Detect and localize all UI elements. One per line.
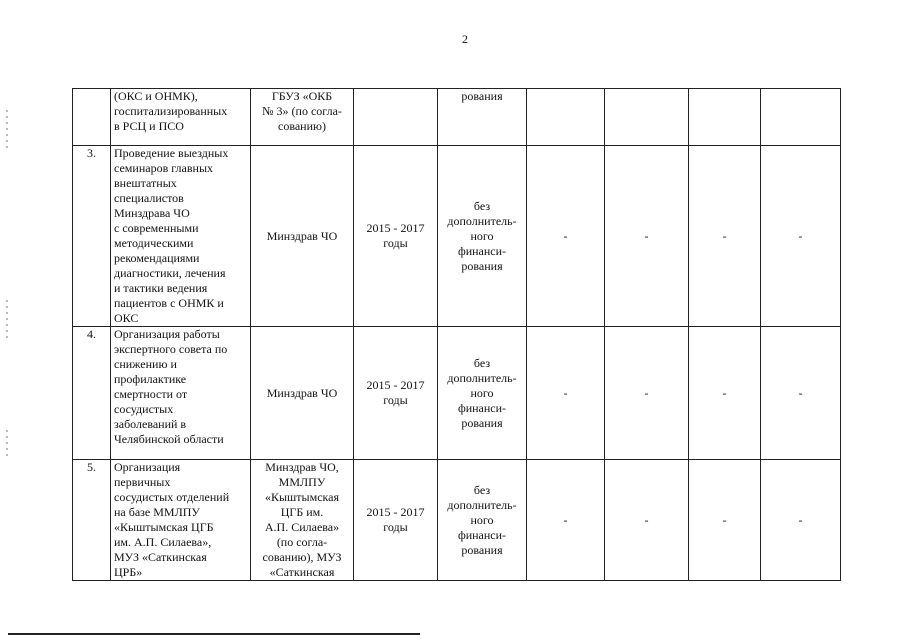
value-cell-3: - <box>689 460 761 581</box>
responsible-text: ГБУЗ «ОКБ № 3» (по согла- сованию) <box>262 89 342 133</box>
value-cell-3: - <box>689 146 761 327</box>
term-text: 2015 - 2017 годы <box>366 505 425 534</box>
value-cell-4 <box>761 89 841 146</box>
row-number <box>73 89 111 146</box>
description-text: Организация работы экспертного совета по снижению и профилактике смертности от сосудистых заболеваний в Челябинской области <box>114 327 228 446</box>
value-cell-4: - <box>761 146 841 327</box>
value-cell-4: - <box>761 460 841 581</box>
description-text: Проведение выездных семинаров главных внештатных специалистов Минздрава ЧО с современными методическими рекомендациями диагностики, лечения и тактики ведения пациентов с ОНМК и ОКС <box>114 146 229 325</box>
table-row <box>73 327 841 460</box>
measure-description <box>111 89 251 146</box>
measure-description <box>111 460 251 581</box>
value-cell-2: - <box>605 327 689 460</box>
row-number: 3. <box>73 146 111 327</box>
table-row <box>73 146 841 327</box>
measures-table <box>72 88 841 581</box>
page-number: 2 <box>462 32 468 46</box>
value-cell-1 <box>527 89 605 146</box>
responsible-executor <box>251 89 354 146</box>
financing-source <box>438 327 527 460</box>
financing-source <box>438 460 527 581</box>
value-cell-2 <box>605 89 689 146</box>
value-cell-1: - <box>527 146 605 327</box>
scan-artifact <box>6 300 8 340</box>
implementation-term <box>354 460 438 581</box>
value-cell-3 <box>689 89 761 146</box>
description-text: (ОКС и ОНМК), госпитализированных в РСЦ и ПСО <box>114 89 228 133</box>
value-cell-2: - <box>605 146 689 327</box>
scan-artifact <box>6 430 8 460</box>
measure-description <box>111 327 251 460</box>
term-text: 2015 - 2017 годы <box>366 378 425 407</box>
footnote-rule <box>8 633 420 635</box>
value-cell-2: - <box>605 460 689 581</box>
financing-text: без дополнитель- ного финанси- рования <box>447 355 517 430</box>
responsible-text: Минздрав ЧО <box>266 385 338 400</box>
value-cell-4: - <box>761 327 841 460</box>
responsible-executor <box>251 327 354 460</box>
financing-text: без дополнитель- ного финанси- рования <box>447 198 517 273</box>
measure-description <box>111 146 251 327</box>
value-cell-1: - <box>527 327 605 460</box>
scan-artifact <box>6 110 8 150</box>
term-text: 2015 - 2017 годы <box>366 221 425 250</box>
financing-text: без дополнитель- ного финанси- рования <box>447 482 517 557</box>
row-number: 4. <box>73 327 111 460</box>
responsible-text: Минздрав ЧО <box>266 228 338 243</box>
responsible-text: Минздрав ЧО, ММЛПУ «Кыштымская ЦГБ им. А.П. Силаева» (по согла- сованию), МУЗ «Саткинская <box>262 460 342 579</box>
responsible-executor <box>251 460 354 581</box>
implementation-term <box>354 89 438 146</box>
responsible-executor <box>251 146 354 327</box>
table-row <box>73 89 841 146</box>
description-text: Организация первичных сосудистых отделений на базе ММЛПУ «Кыштымская ЦГБ им. А.П. Силаева», МУЗ «Саткинская ЦРБ» <box>114 460 230 579</box>
table-row <box>73 460 841 581</box>
financing-source <box>438 146 527 327</box>
implementation-term <box>354 146 438 327</box>
financing-source <box>438 89 527 146</box>
value-cell-3: - <box>689 327 761 460</box>
implementation-term <box>354 327 438 460</box>
row-number: 5. <box>73 460 111 581</box>
financing-text: рования <box>461 89 503 103</box>
value-cell-1: - <box>527 460 605 581</box>
